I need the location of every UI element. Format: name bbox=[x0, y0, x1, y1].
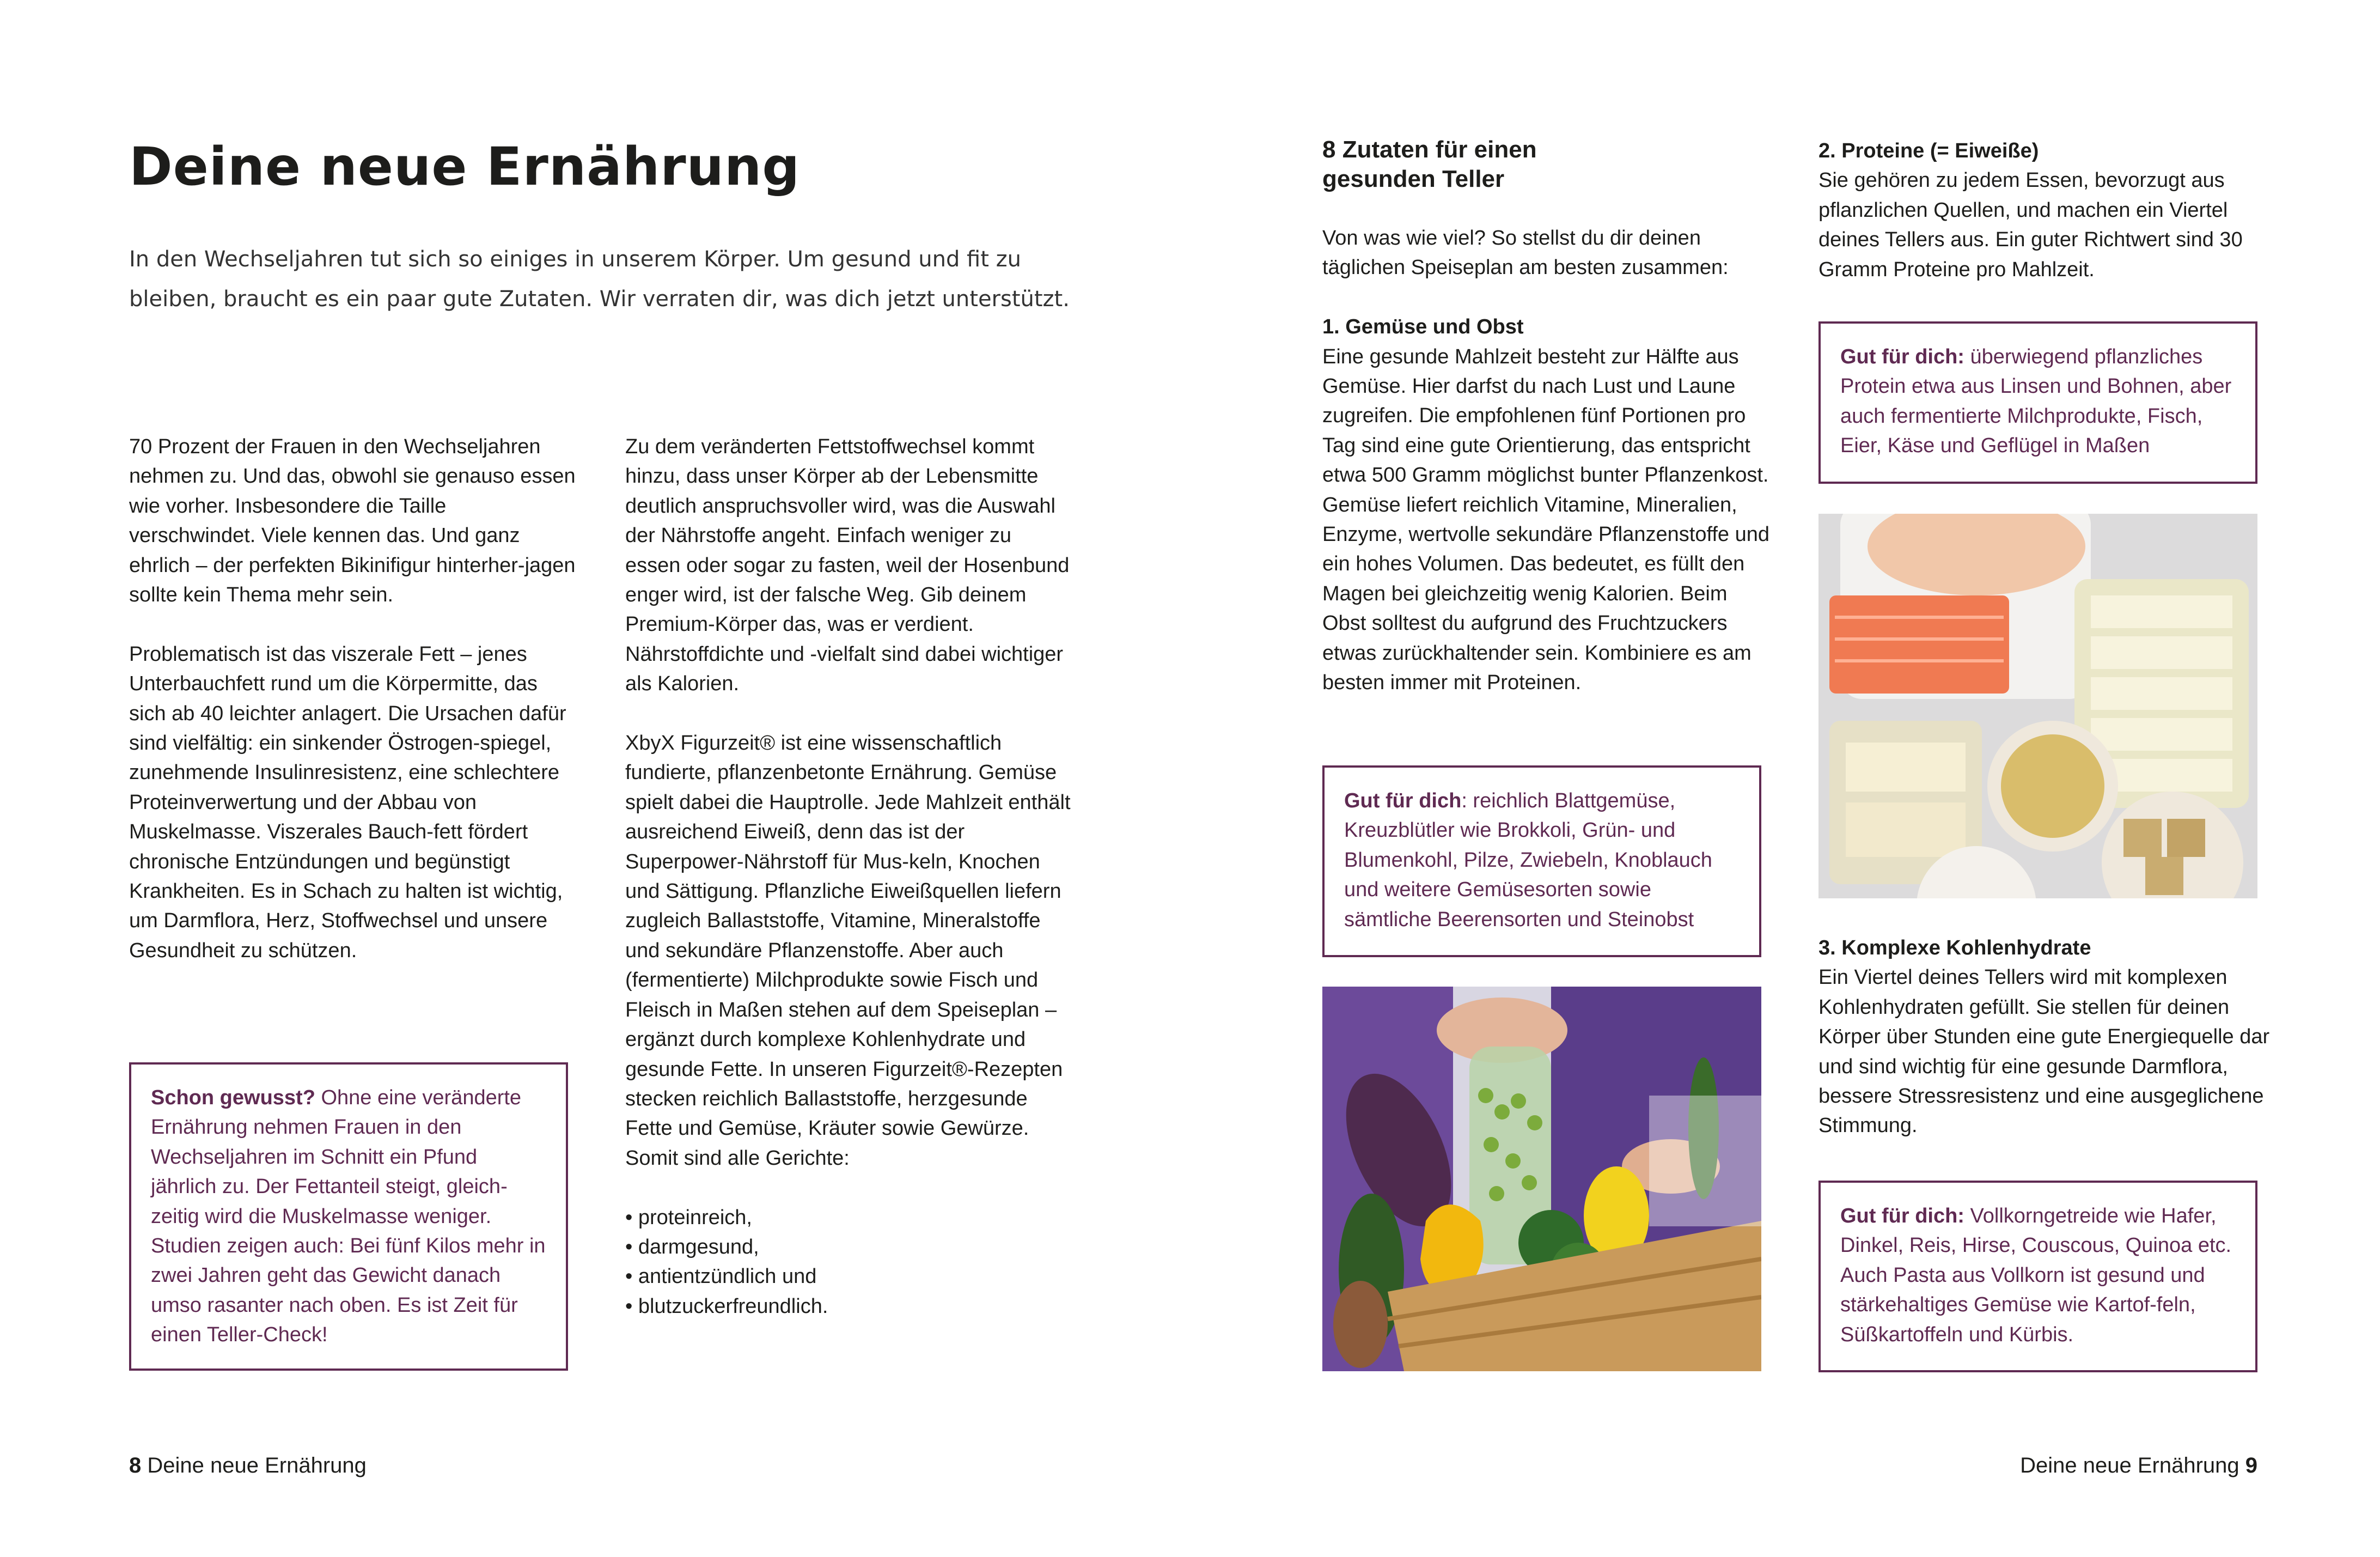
info-box-proteine bbox=[1818, 321, 2257, 484]
right-column-1 bbox=[1322, 135, 1774, 727]
intro-text: In den Wechseljahren tut sich so einiges in unserem Körper. Um gesund und fit zu bleiben, braucht es ein paar gute Zutaten. Wir verraten dir, was dich jetzt unterstützt. bbox=[129, 247, 1070, 312]
left-column-2 bbox=[625, 432, 1072, 1321]
page-title: Deine neue Ernährung bbox=[129, 136, 801, 197]
paragraph: 70 Prozent der Frauen in den Wechseljahren nehmen zu. Und das, obwohl sie genauso essen wie vorher. Insbesondere die Taille verschwindet. Viele kennen das. Und ganz ehrlich – der perfekten Bikinifigur hinterher-jagen sollte kein Thema mehr sein. bbox=[129, 435, 576, 607]
page-number: 8 bbox=[129, 1453, 142, 1477]
page-number: 9 bbox=[2245, 1453, 2257, 1477]
list-item: • antientzündlich und bbox=[625, 1262, 1072, 1291]
subsection-title: 2. Proteine (= Eiweiße) bbox=[1818, 139, 2039, 162]
protein-foods-photo bbox=[1818, 514, 2257, 898]
box-text: Ohne eine veränderte Ernährung nehmen Frauen in den Wechseljahren im Schnitt ein Pfund jährlich zu. Der Fettanteil steigt, gleich-zeitig wird die Muskelmasse weniger. Studien zeigen auch: Bei fünf Kilos mehr in zwei Jahren geht das Gewicht danach umso rasanter nach oben. Es ist Zeit für einen Teller-Check! bbox=[151, 1086, 546, 1347]
paragraph: Problematisch ist das viszerale Fett – jenes Unterbauchfett rund um die Körpermitte, das sich ab 40 leichter anlagert. Die Ursachen dafür sind vielfältig: ein sinkender Östrogen-spiegel, zunehmende Insulinresistenz, eine schlechtere Proteinverwertung und der Abbau von Muskelmasse. Viszerales Bauch-fett fördert chronische Entzündungen und begünstigt Krankheiten. Es in Schach zu halten ist wichtig, um Darmflora, Herz, Stoffwechsel und unsere Gesundheit zu schützen. bbox=[129, 642, 566, 962]
footer-section: Deine neue Ernährung bbox=[2020, 1453, 2245, 1477]
bullet-list bbox=[625, 1203, 1072, 1322]
box-lead: Gut für dich: bbox=[1840, 1205, 1964, 1227]
list-item: • blutzuckerfreundlich. bbox=[625, 1292, 1072, 1321]
footer-section: Deine neue Ernährung bbox=[141, 1453, 367, 1477]
left-column-1 bbox=[129, 432, 576, 995]
paragraph: XbyX Figurzeit® ist eine wissenschaftlich fundierte, pflanzenbetonte Ernährung. Gemüse spielt dabei die Hauptrolle. Jede Mahlzeit enthält ausreichend Eiweiß, denn das ist der Superpower-Nährstoff für Mus-keln, Knochen und Sättigung. Pflanzliche Eiweißquellen liefern zugleich Ballaststoffe, Vitamine, Mineralstoffe und sekundäre Pflanzenstoffe. Aber auch (fermentierte) Milchprodukte sowie Fisch und Fleisch in Maßen stehen auf dem Speiseplan – ergänzt durch komplexe Kohlenhydrate und gesunde Fette. In unseren Figurzeit®-Rezepten stecken reichlich Ballaststoffe, herzgesunde Fette und Gemüse, Kräuter sowie Gewürze. Somit sind alle Gerichte: bbox=[625, 732, 1071, 1170]
box-lead: Gut für dich: bbox=[1840, 345, 1964, 368]
box-text: überwiegend pflanzliches Protein etwa aus Linsen und Bohnen, aber auch fermentierte Milchprodukte, Fisch, Eier, Käse und Geflügel in Maßen bbox=[1840, 345, 2232, 458]
box-text: : reichlich Blattgemüse, Kreuzblütler wie Brokkoli, Grün- und Blumenkohl, Pilze, Zwiebeln, Knoblauch und weitere Gemüsesorten sowie sämtliche Beerensorten und Steinobst bbox=[1344, 789, 1712, 931]
paragraph: Sie gehören zu jedem Essen, bevorzugt aus pflanzlichen Quellen, und machen ein Viertel deines Tellers aus. Ein guter Richtwert sind 30 Gramm Proteine pro Mahlzeit. bbox=[1818, 169, 2243, 281]
paragraph: Eine gesunde Mahlzeit besteht zur Hälfte aus Gemüse. Hier darfst du nach Lust und Laune zugreifen. Die empfohlenen fünf Portionen pro Tag sind eine gute Orientierung, das entspricht etwa 500 Gramm möglichst bunter Pflanzenkost. Gemüse liefert reichlich Vitamine, Mineralien, Enzyme, wertvolle sekundäre Pflanzenstoffe und ein hohes Volumen. Das bedeutet, es füllt den Magen bei gleichzeitig wenig Kalorien. Beim Obst solltest du aufgrund des Fruchtzuckers etwas zurückhaltender sein. Kombiniere es am besten immer mit Proteinen. bbox=[1322, 345, 1769, 695]
info-box-gemuese bbox=[1322, 765, 1761, 957]
box-lead: Schon gewusst? bbox=[151, 1086, 315, 1109]
footer-right bbox=[2020, 1453, 2257, 1478]
section-heading bbox=[1322, 135, 1774, 194]
list-item: • darmgesund, bbox=[625, 1232, 1072, 1262]
right-column-2-lower bbox=[1818, 933, 2271, 1170]
box-lead: Gut für dich bbox=[1344, 789, 1462, 812]
heading-line: gesunden Teller bbox=[1322, 166, 1505, 192]
paragraph: Ein Viertel deines Tellers wird mit komplexen Kohlenhydraten gefüllt. Sie stellen für deinen Körper über Stunden eine gute Energiequelle dar und sind wichtig für eine gesunde Darmflora, bessere Stressresistenz und eine ausgeglichene Stimmung. bbox=[1818, 966, 2270, 1138]
paragraph: Zu dem veränderten Fettstoffwechsel kommt hinzu, dass unser Körper ab der Lebensmitte deutlich anspruchsvoller wird, was die Auswahl der Nährstoffe angeht. Einfach weniger zu essen oder sogar zu fasten, weil der Hosenbund enger wird, ist der falsche Weg. Gib deinem Premium-Körper das, was er verdient. Nährstoffdichte und -vielfalt sind dabei wichtiger als Kalorien. bbox=[625, 435, 1070, 696]
heading-line: 8 Zutaten für einen bbox=[1322, 136, 1537, 163]
footer-left bbox=[129, 1453, 367, 1478]
right-column-2 bbox=[1818, 136, 2271, 314]
paragraph: Von was wie viel? So stellst du dir deinen täglichen Speiseplan am besten zusammen: bbox=[1322, 227, 1729, 279]
vegetables-crate-photo bbox=[1322, 987, 1761, 1371]
info-box-kohlenhydrate bbox=[1818, 1181, 2257, 1372]
list-item: • proteinreich, bbox=[625, 1203, 1072, 1232]
protein-illustration bbox=[1818, 514, 2257, 898]
subsection-title: 3. Komplexe Kohlenhydrate bbox=[1818, 936, 2091, 959]
info-box-schon-gewusst bbox=[129, 1062, 568, 1371]
box-text: Vollkorngetreide wie Hafer, Dinkel, Reis, Hirse, Couscous, Quinoa etc. Auch Pasta aus Vollkorn ist gesund und stärkehaltiges Gemüse wie Kartof-feln, Süßkartoffeln und Kürbis. bbox=[1840, 1205, 2232, 1346]
subsection-title: 1. Gemüse und Obst bbox=[1322, 315, 1524, 339]
vegetables-illustration bbox=[1322, 987, 1761, 1371]
